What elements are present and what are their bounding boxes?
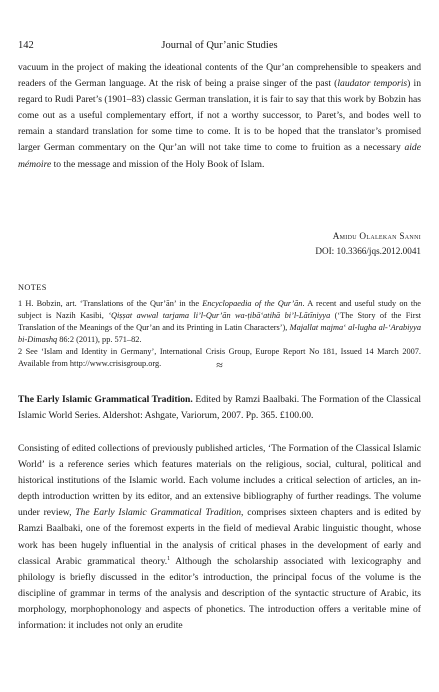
notes-heading: NOTES [18,283,47,292]
note-1: 1 H. Bobzin, art. ‘Translations of the Qur’ān’ in the Encyclopaedia of the Qur’ān. A recent and useful study on the subject is Nazih Kasibi, ‘Qiṣṣat awwal tarjama li’l-Qur’ān wa-ṭibā‘atihā bi’l-Lātīniyya (‘The Story of the First Translation of the Meanings of the Qur’an and its Printing in Latin Characters’), Majallat majma‘ al-lugha al-‘Arabiyya bi-Dimashq 86:2 (2011), pp. 571–82. [18,299,421,344]
section-separator: ≈ [216,358,223,372]
review-doi[interactable]: DOI: 10.3366/jqs.2012.0041 [315,246,421,256]
page-number: 142 [18,40,34,51]
page-header [18,40,421,54]
review-body-paragraph: Consisting of edited collections of previously published articles, ‘The Formation of the Classical Islamic World’ is a reference series which features materials on the religious, social, cultural, political and historical institutions of the Islamic world. Each volume includes a critical selection of articles, an in-depth introduction written by its editor, and an extensive bibliography of further readings. The volume under review, The Early Islamic Grammatical Tradition, comprises sixteen chapters and is edited by Ramzi Baalbaki, one of the foremost experts in the field of medieval Arabic linguistic thought, whose work has been hugely influential in the analysis of critical phases in the development of early and classical Arabic grammatical theory.$^1$ Although the scholarship associated with lexicography and philology is briefly discussed in the editor’s introduction, the principal focus of the volume is the discipline of grammar in terms of the analysis and description of the syntactic structure of Arabic, its morphology, morphophonology and aspects of phonetics. The introduction offers a veritable mine of information: it includes not only an erudite [18,443,421,632]
opening-paragraph: vacuum in the project of making the ideational contents of the Qur’an comprehensible to speakers and readers of the German language. At the risk of being a praise singer of the past (laudator temporis) in regard to Rudi Paret’s (1901–83) classic German translation, it is fair to say that this work by Bobzin has come out as a useful complementary effort, if not a worthy successor, to Paret’s, and bodes well to remain a standard translation for some time to come. It is to be hoped that the translator’s promised larger German commentary on the Qur’an will not take time to come to fruition as a necessary aide mémoire to the message and mission of the Holy Book of Islam. [18,62,421,170]
note-2: 2 See ‘Islam and Identity in Germany’, International Crisis Group, Europe Report No 181, Issued 14 March 2007. Available from http://www.crisisgroup.org. [18,347,421,368]
review-author: Amidu Olalekan Sanni [332,231,421,241]
review-book-details: Edited by Ramzi Baalbaki. The Formation of the Classical Islamic World Series. Aldershot: Ashgate, Variorum, 2007. Pp. 365. £100.00. [18,394,421,422]
review-book-title: The Early Islamic Grammatical Tradition. [18,394,193,405]
notes-section [18,282,421,370]
running-head: Journal of Qur’anic Studies [161,40,278,51]
footnote-ref: 1 [167,555,171,562]
review-heading [18,392,421,424]
